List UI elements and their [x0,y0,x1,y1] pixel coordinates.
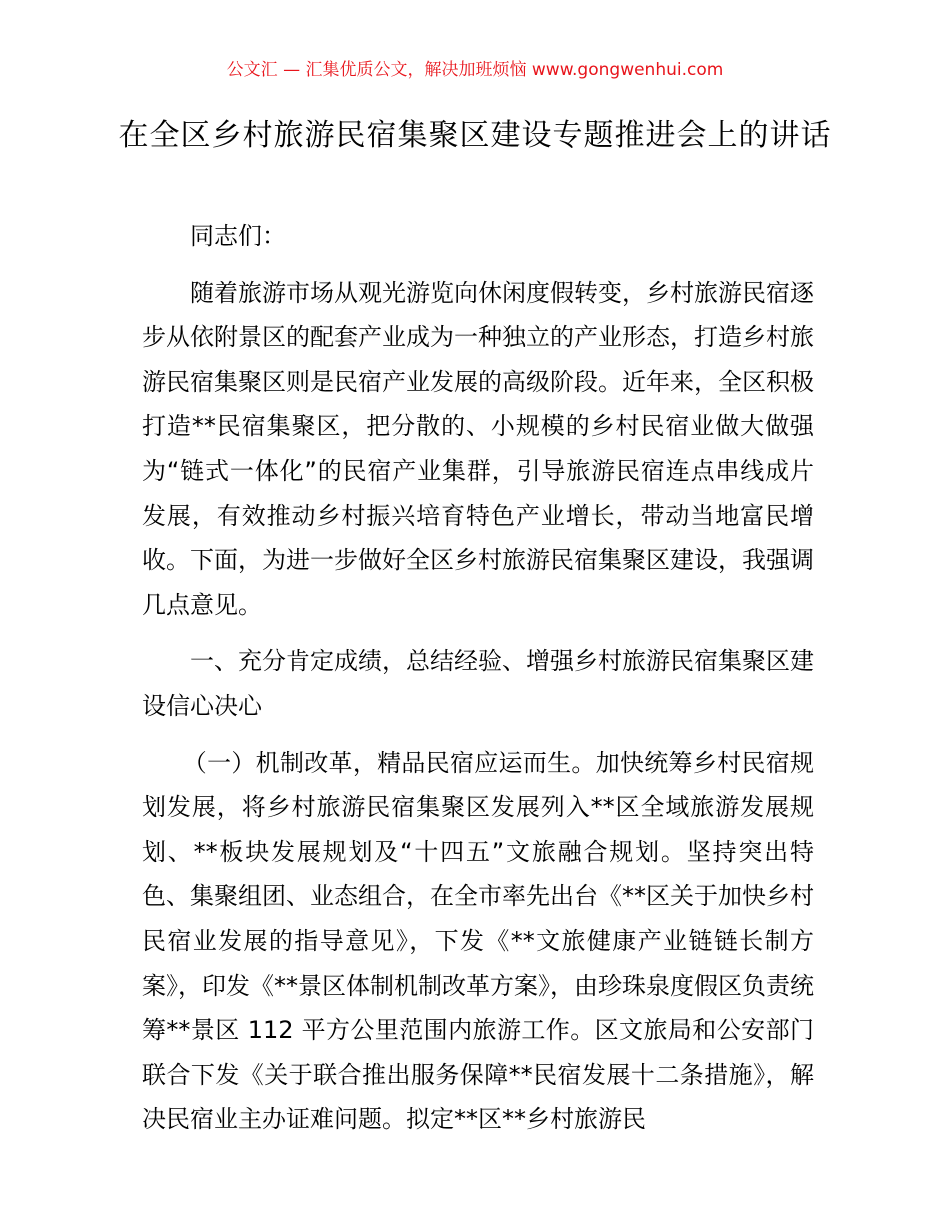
document-title: 在全区乡村旅游民宿集聚区建设专题推进会上的讲话 [118,118,832,153]
intro-paragraph: 随着旅游市场从观光游览向休闲度假转变，乡村旅游民宿逐步从依附景区的配套产业成为一种独立的产业形态，打造乡村旅游民宿集聚区则是民宿产业发展的高级阶段。近年来，全区积极打造**民宿集聚区，把分散的、小规模的乡村民宿业做大做强为“链式一体化”的民宿产业集群，引导旅游民宿连点串线成片发展，有效推动乡村振兴培育特色产业增长，带动当地富民增收。下面，为进一步做好全区乡村旅游民宿集聚区建设，我强调几点意见。 [142,278,814,619]
document-body [142,214,814,1142]
header-banner[interactable]: 公文汇 — 汇集优质公文，解决加班烦恼 www.gongwenhui.com [226,60,724,80]
subsection-paragraph: （一）机制改革，精品民宿应运而生。加快统筹乡村民宿规划发展，将乡村旅游民宿集聚区发展列入**区全域旅游发展规划、**板块发展规划及“十四五”文旅融合规划。坚持突出特色、集聚组团、业态组合，在全市率先出台《**区关于加快乡村民宿业发展的指导意见》，下发《**文旅健康产业链链长制方案》，印发《**景区体制机制改革方案》，由珍珠泉度假区负责统筹**景区 112 平方公里范围内旅游工作。区文旅局和公安部门联合下发《关于联合推出服务保障**民宿发展十二条措施》，解决民宿业主办证难问题。拟定**区**乡村旅游民 [142,748,814,1134]
section-heading: 一、充分肯定成绩，总结经验、增强乡村旅游民宿集聚区建设信心决心 [142,647,814,720]
salutation: 同志们： [190,222,286,250]
